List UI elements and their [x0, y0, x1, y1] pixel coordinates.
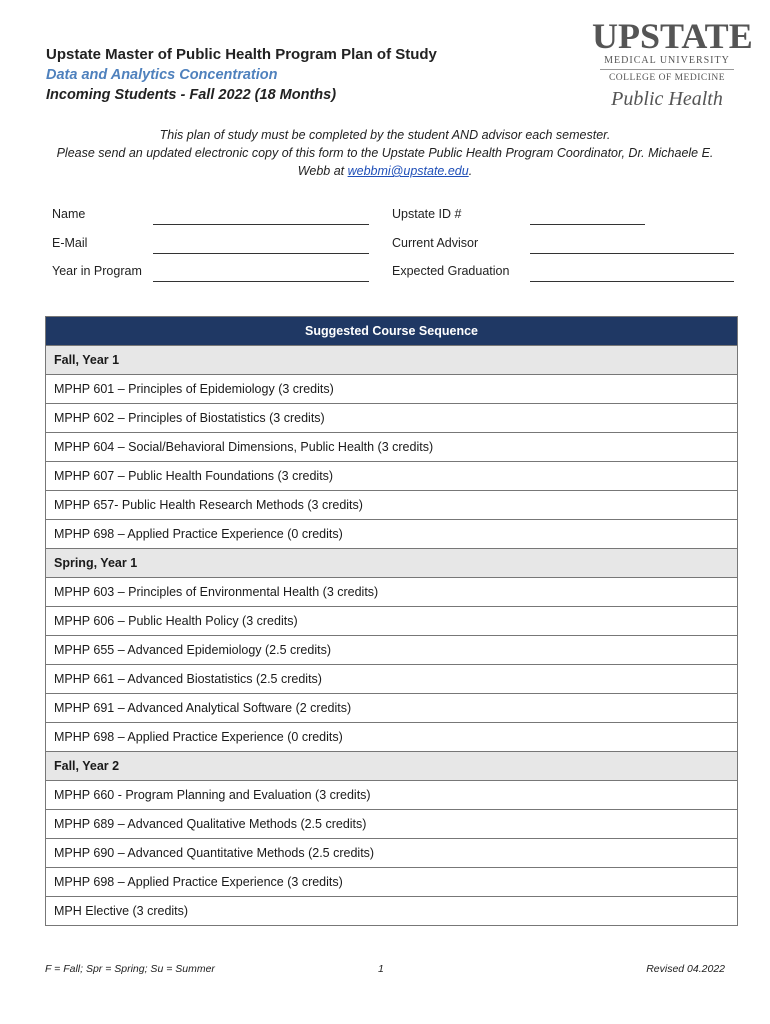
instructions-line-2: [40, 144, 730, 180]
upstate-id-field[interactable]: [530, 223, 645, 225]
instructions: [40, 126, 730, 180]
document-title: Upstate Master of Public Health Program Plan of Study: [46, 46, 437, 63]
logo-divider: [600, 69, 734, 70]
instructions-suffix: .: [468, 164, 473, 178]
course-row: MPHP 606 – Public Health Policy (3 credits): [46, 607, 737, 636]
course-row: MPHP 604 – Social/Behavioral Dimensions, Public Health (3 credits): [46, 433, 737, 462]
cohort-subtitle: Incoming Students - Fall 2022 (18 Months): [46, 87, 337, 103]
coordinator-email-link[interactable]: webbmi@upstate.edu: [347, 164, 469, 178]
advisor-label: Current Advisor: [392, 236, 479, 250]
upstate-id-label: Upstate ID #: [392, 207, 462, 221]
course-row: MPHP 603 – Principles of Environmental Health (3 credits): [46, 578, 737, 607]
section-row: Fall, Year 1: [46, 346, 737, 375]
logo-medical-university: MEDICAL UNIVERSITY: [604, 55, 730, 66]
upstate-logo: [592, 16, 753, 110]
logo-college-of-medicine: COLLEGE OF MEDICINE: [608, 73, 726, 83]
footer-legend: F = Fall; Spr = Spring; Su = Summer: [45, 963, 215, 975]
table-header: Suggested Course Sequence: [46, 317, 737, 346]
course-row: MPHP 698 – Applied Practice Experience (0 credits): [46, 520, 737, 549]
course-row: MPHP 601 – Principles of Epidemiology (3 credits): [46, 375, 737, 404]
concentration-subtitle: Data and Analytics Concentration: [46, 67, 278, 83]
course-row: MPHP 698 – Applied Practice Experience (0 credits): [46, 723, 737, 752]
course-row: MPHP 602 – Principles of Biostatistics (3 credits): [46, 404, 737, 433]
course-row: MPHP 657- Public Health Research Methods (3 credits): [46, 491, 737, 520]
revision-date: Revised 04.2022: [646, 963, 725, 975]
advisor-field[interactable]: [530, 252, 734, 254]
instructions-text: Please send an updated electronic copy of this form to the Upstate Public Health Program Coordinator, Dr. Michaele E. Webb at: [56, 146, 714, 178]
instructions-line-1: This plan of study must be completed by the student AND advisor each semester.: [159, 128, 611, 142]
course-row: MPHP 698 – Applied Practice Experience (3 credits): [46, 868, 737, 897]
name-label: Name: [52, 207, 86, 221]
email-label: E-Mail: [52, 236, 88, 250]
course-row: MPHP 661 – Advanced Biostatistics (2.5 credits): [46, 665, 737, 694]
logo-wordmark: UPSTATE: [592, 16, 753, 56]
expected-graduation-label: Expected Graduation: [392, 264, 510, 278]
year-in-program-label: Year in Program: [52, 264, 142, 278]
name-field[interactable]: [153, 223, 369, 225]
section-row: Spring, Year 1: [46, 549, 737, 578]
logo-public-health: Public Health: [611, 88, 723, 110]
course-row: MPHP 690 – Advanced Quantitative Methods (2.5 credits): [46, 839, 737, 868]
email-field[interactable]: [153, 252, 369, 254]
year-in-program-field[interactable]: [153, 280, 369, 282]
page-number: 1: [378, 963, 384, 975]
course-row: MPH Elective (3 credits): [54, 904, 189, 918]
course-row: MPHP 607 – Public Health Foundations (3 credits): [46, 462, 737, 491]
course-sequence-table: [45, 316, 738, 926]
course-row: MPHP 691 – Advanced Analytical Software (2 credits): [46, 694, 737, 723]
expected-graduation-field[interactable]: [530, 280, 734, 282]
course-row: MPHP 655 – Advanced Epidemiology (2.5 credits): [46, 636, 737, 665]
course-row: MPHP 660 - Program Planning and Evaluation (3 credits): [46, 781, 737, 810]
course-row: MPHP 689 – Advanced Qualitative Methods (2.5 credits): [46, 810, 737, 839]
document-header: [46, 46, 437, 103]
section-row: Fall, Year 2: [46, 752, 737, 781]
